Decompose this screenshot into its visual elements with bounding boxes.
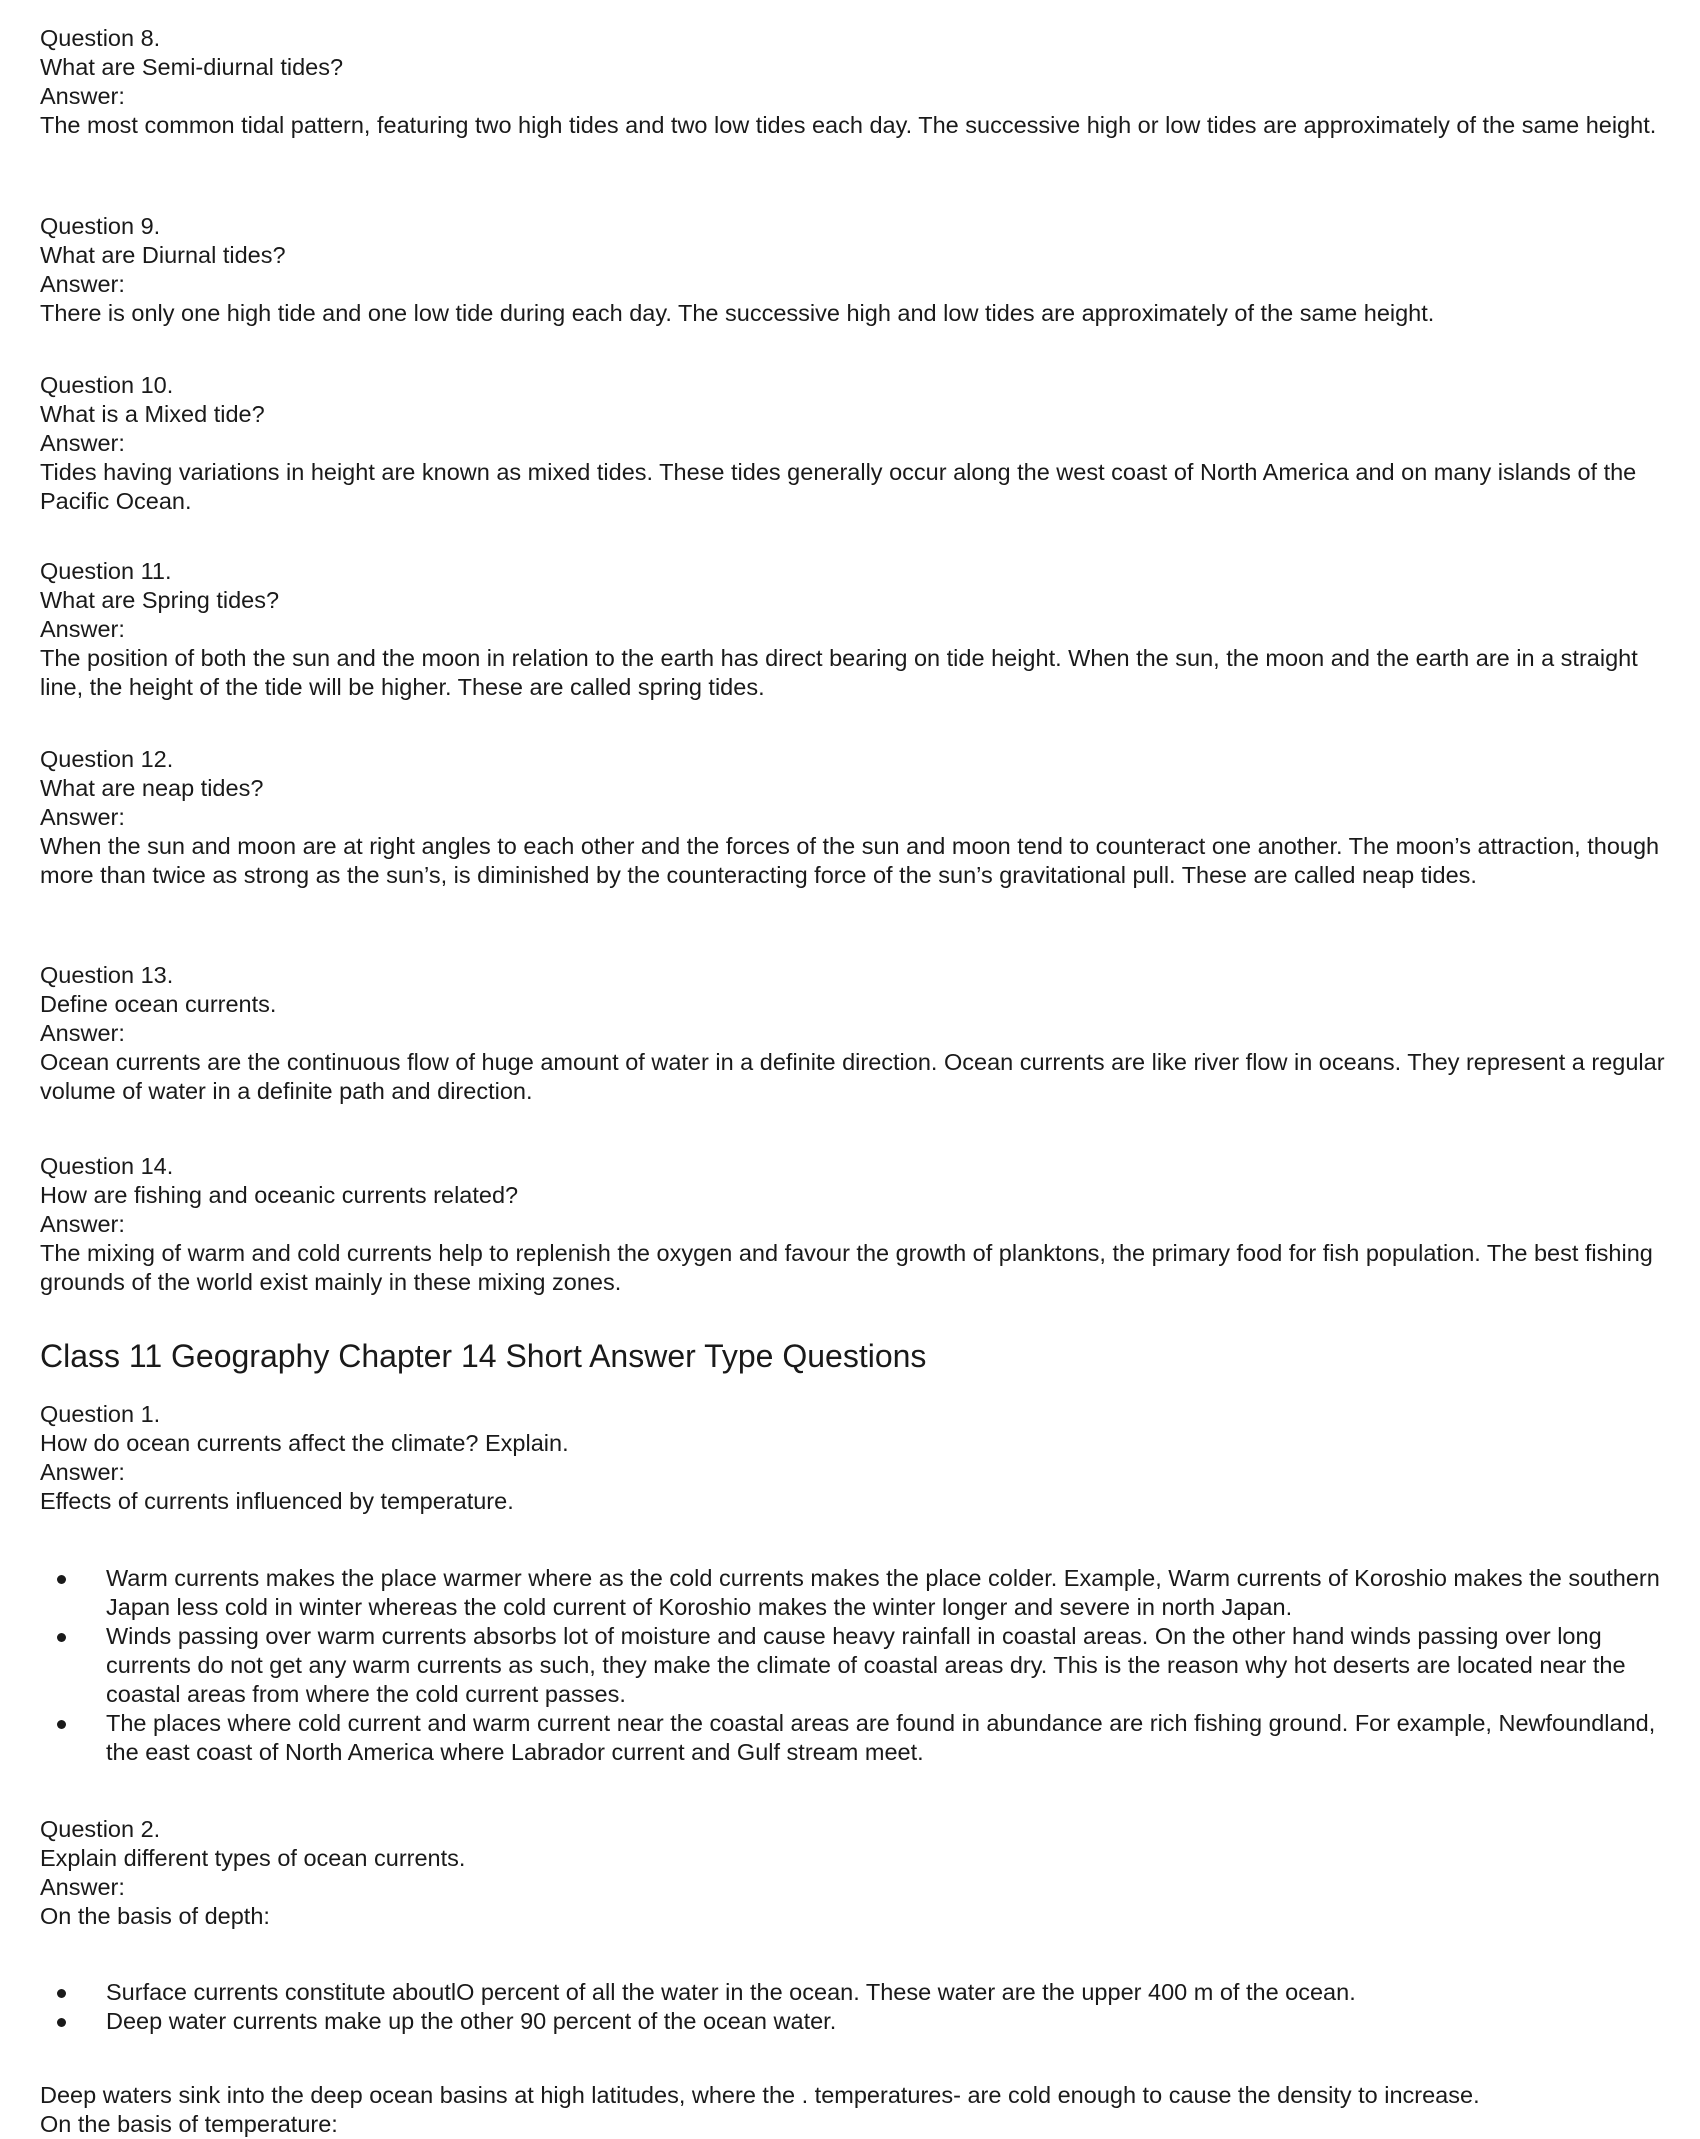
q2-bullet-list: [40, 1978, 1680, 2036]
list-item: [40, 1564, 1680, 1622]
answer-text: The position of both the sun and the moon in relation to the earth has direct bearing on tide height. When the sun, the moon and the earth are in a straight line, the height of the tide will be higher. These are called spring tides.: [40, 645, 1638, 700]
list-item: [40, 1978, 1680, 2007]
question-text: What are Spring tides?: [40, 587, 280, 613]
question-text: What are Diurnal tides?: [40, 242, 286, 268]
answer-text: When the sun and moon are at right angles to each other and the forces of the sun and moon tend to counteract one another. The moon’s attraction, though more than twice as strong as the sun’s, is diminished by the counteracting force of the sun’s gravitational pull. These are called neap tides.: [40, 833, 1660, 888]
bullet-icon: [57, 1720, 66, 1729]
answer-label: Answer:: [40, 271, 125, 297]
answer-label: Answer:: [40, 1874, 125, 1900]
question-14: [40, 1152, 1680, 1297]
answer-text: Effects of currents influenced by temperature.: [40, 1488, 514, 1514]
section-heading: Class 11 Geography Chapter 14 Short Answer Type Questions: [40, 1338, 927, 1374]
list-item-text: Deep water currents make up the other 90 percent of the ocean water.: [106, 2008, 837, 2034]
paragraph: On the basis of temperature:: [40, 2111, 338, 2137]
short-question-1: [40, 1400, 1680, 1516]
answer-label: Answer:: [40, 616, 125, 642]
answer-label: Answer:: [40, 430, 125, 456]
bullet-icon: [57, 2018, 66, 2027]
question-label: Question 12.: [40, 746, 174, 772]
answer-label: Answer:: [40, 83, 125, 109]
answer-label: Answer:: [40, 804, 125, 830]
question-11: [40, 557, 1680, 702]
question-label: Question 14.: [40, 1153, 174, 1179]
list-item: [40, 1709, 1680, 1767]
question-label: Question 8.: [40, 25, 161, 51]
answer-label: Answer:: [40, 1020, 125, 1046]
list-item: [40, 2007, 1680, 2036]
question-text: How do ocean currents affect the climate? Explain.: [40, 1430, 569, 1456]
paragraph: Deep waters sink into the deep ocean basins at high latitudes, where the . temperatures- are cold enough to cause the density to increase.: [40, 2082, 1480, 2108]
question-8: [40, 24, 1680, 140]
question-text: What are Semi-diurnal tides?: [40, 54, 344, 80]
bullet-icon: [57, 1633, 66, 1642]
answer-text: The mixing of warm and cold currents help to replenish the oxygen and favour the growth of planktons, the primary food for fish population. The best fishing grounds of the world exist mainly in these mixing zones.: [40, 1240, 1653, 1295]
list-item-text: Surface currents constitute aboutlO percent of all the water in the ocean. These water are the upper 400 m of the ocean.: [106, 1979, 1356, 2005]
answer-label: Answer:: [40, 1211, 125, 1237]
question-label: Question 2.: [40, 1816, 161, 1842]
list-item-text: The places where cold current and warm current near the coastal areas are found in abundance are rich fishing ground. For example, Newfoundland, the east coast of North America where Labrador current and Gulf stream meet.: [106, 1710, 1656, 1765]
answer-text: There is only one high tide and one low tide during each day. The successive high and low tides are approximately of the same height.: [40, 300, 1435, 326]
question-10: [40, 371, 1680, 516]
question-text: How are fishing and oceanic currents related?: [40, 1182, 519, 1208]
q1-bullet-list: [40, 1564, 1680, 1767]
q2-continuation: [40, 2081, 1680, 2139]
question-text: Define ocean currents.: [40, 991, 277, 1017]
question-text: Explain different types of ocean currents.: [40, 1845, 466, 1871]
question-label: Question 10.: [40, 372, 174, 398]
answer-text: On the basis of depth:: [40, 1903, 270, 1929]
question-text: What is a Mixed tide?: [40, 401, 265, 427]
question-label: Question 13.: [40, 962, 174, 988]
question-13: [40, 961, 1680, 1106]
bullet-icon: [57, 1575, 66, 1584]
question-text: What are neap tides?: [40, 775, 264, 801]
short-question-2: [40, 1815, 1680, 1931]
answer-text: Ocean currents are the continuous flow of huge amount of water in a definite direction. Ocean currents are like river flow in oceans. They represent a regular volume of water in a definite path and direction.: [40, 1049, 1665, 1104]
bullet-icon: [57, 1989, 66, 1998]
answer-label: Answer:: [40, 1459, 125, 1485]
question-label: Question 1.: [40, 1401, 161, 1427]
question-label: Question 11.: [40, 558, 172, 584]
list-item-text: Warm currents makes the place warmer where as the cold currents makes the place colder. Example, Warm currents of Koroshio makes the southern Japan less cold in winter whereas the cold current of Koroshio makes the winter longer and severe in north Japan.: [106, 1565, 1660, 1620]
question-12: [40, 745, 1680, 890]
list-item: [40, 1622, 1680, 1709]
answer-text: The most common tidal pattern, featuring two high tides and two low tides each day. The successive high or low tides are approximately of the same height.: [40, 112, 1657, 138]
list-item-text: Winds passing over warm currents absorbs lot of moisture and cause heavy rainfall in coastal areas. On the other hand winds passing over long currents do not get any warm currents as such, they make the climate of coastal areas dry. This is the reason why hot deserts are located near the coastal areas from where the cold current passes.: [106, 1623, 1626, 1707]
question-label: Question 9.: [40, 213, 161, 239]
question-9: [40, 212, 1680, 328]
answer-text: Tides having variations in height are known as mixed tides. These tides generally occur along the west coast of North America and on many islands of the Pacific Ocean.: [40, 459, 1637, 514]
